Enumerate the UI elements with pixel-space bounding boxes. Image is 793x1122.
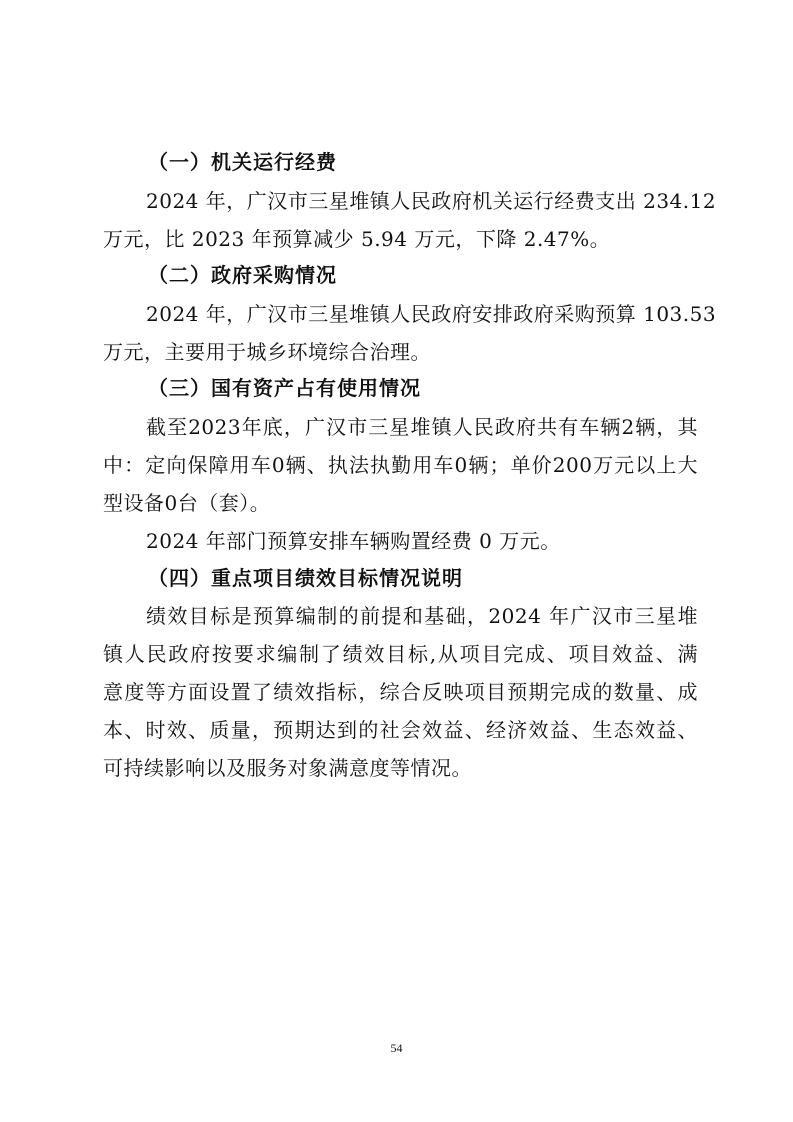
section-4-paragraph-line-3: 意度等方面设置了绩效指标，综合反映项目预期完成的数量、成 — [103, 680, 698, 704]
section-heading-3: （三）国有资产占有使用情况 — [148, 376, 421, 400]
section-4-paragraph-line-4: 本、时效、质量，预期达到的社会效益、经济效益、生态效益、 — [103, 718, 698, 742]
section-4-paragraph-line-2: 镇人民政府按要求编制了绩效目标,从项目完成、项目效益、满 — [103, 642, 698, 666]
section-4-paragraph-line-5: 可持续影响以及服务对象满意度等情况。 — [103, 756, 472, 780]
section-2-paragraph-line-1: 2024 年，广汉市三星堆镇人民政府安排政府采购预算 103.53 — [146, 302, 717, 326]
section-3-paragraph-line-2: 中：定向保障用车0辆、执法执勤用车0辆；单价200万元以上大 — [103, 453, 698, 477]
section-1-paragraph-line-1: 2024 年，广汉市三星堆镇人民政府机关运行经费支出 234.12 — [146, 189, 717, 213]
section-heading-4: （四）重点项目绩效目标情况说明 — [148, 566, 463, 590]
section-heading-1: （一）机关运行经费 — [148, 150, 337, 174]
page-number: 54 — [390, 1041, 403, 1055]
section-2-paragraph-line-2: 万元，主要用于城乡环境综合治理。 — [103, 340, 431, 364]
section-1-paragraph-line-2: 万元，比 2023 年预算减少 5.94 万元，下降 2.47%。 — [103, 227, 611, 251]
section-3-paragraph-line-1: 截至2023年底，广汉市三星堆镇人民政府共有车辆2辆，其 — [146, 415, 698, 439]
section-3-paragraph-2-line-1: 2024 年部门预算安排车辆购置经费 0 万元。 — [146, 529, 561, 553]
section-heading-2: （二）政府采购情况 — [148, 263, 337, 287]
section-4-paragraph-line-1: 绩效目标是预算编制的前提和基础，2024 年广汉市三星堆 — [146, 604, 698, 628]
section-3-paragraph-line-3: 型设备0台（套）。 — [103, 491, 271, 515]
